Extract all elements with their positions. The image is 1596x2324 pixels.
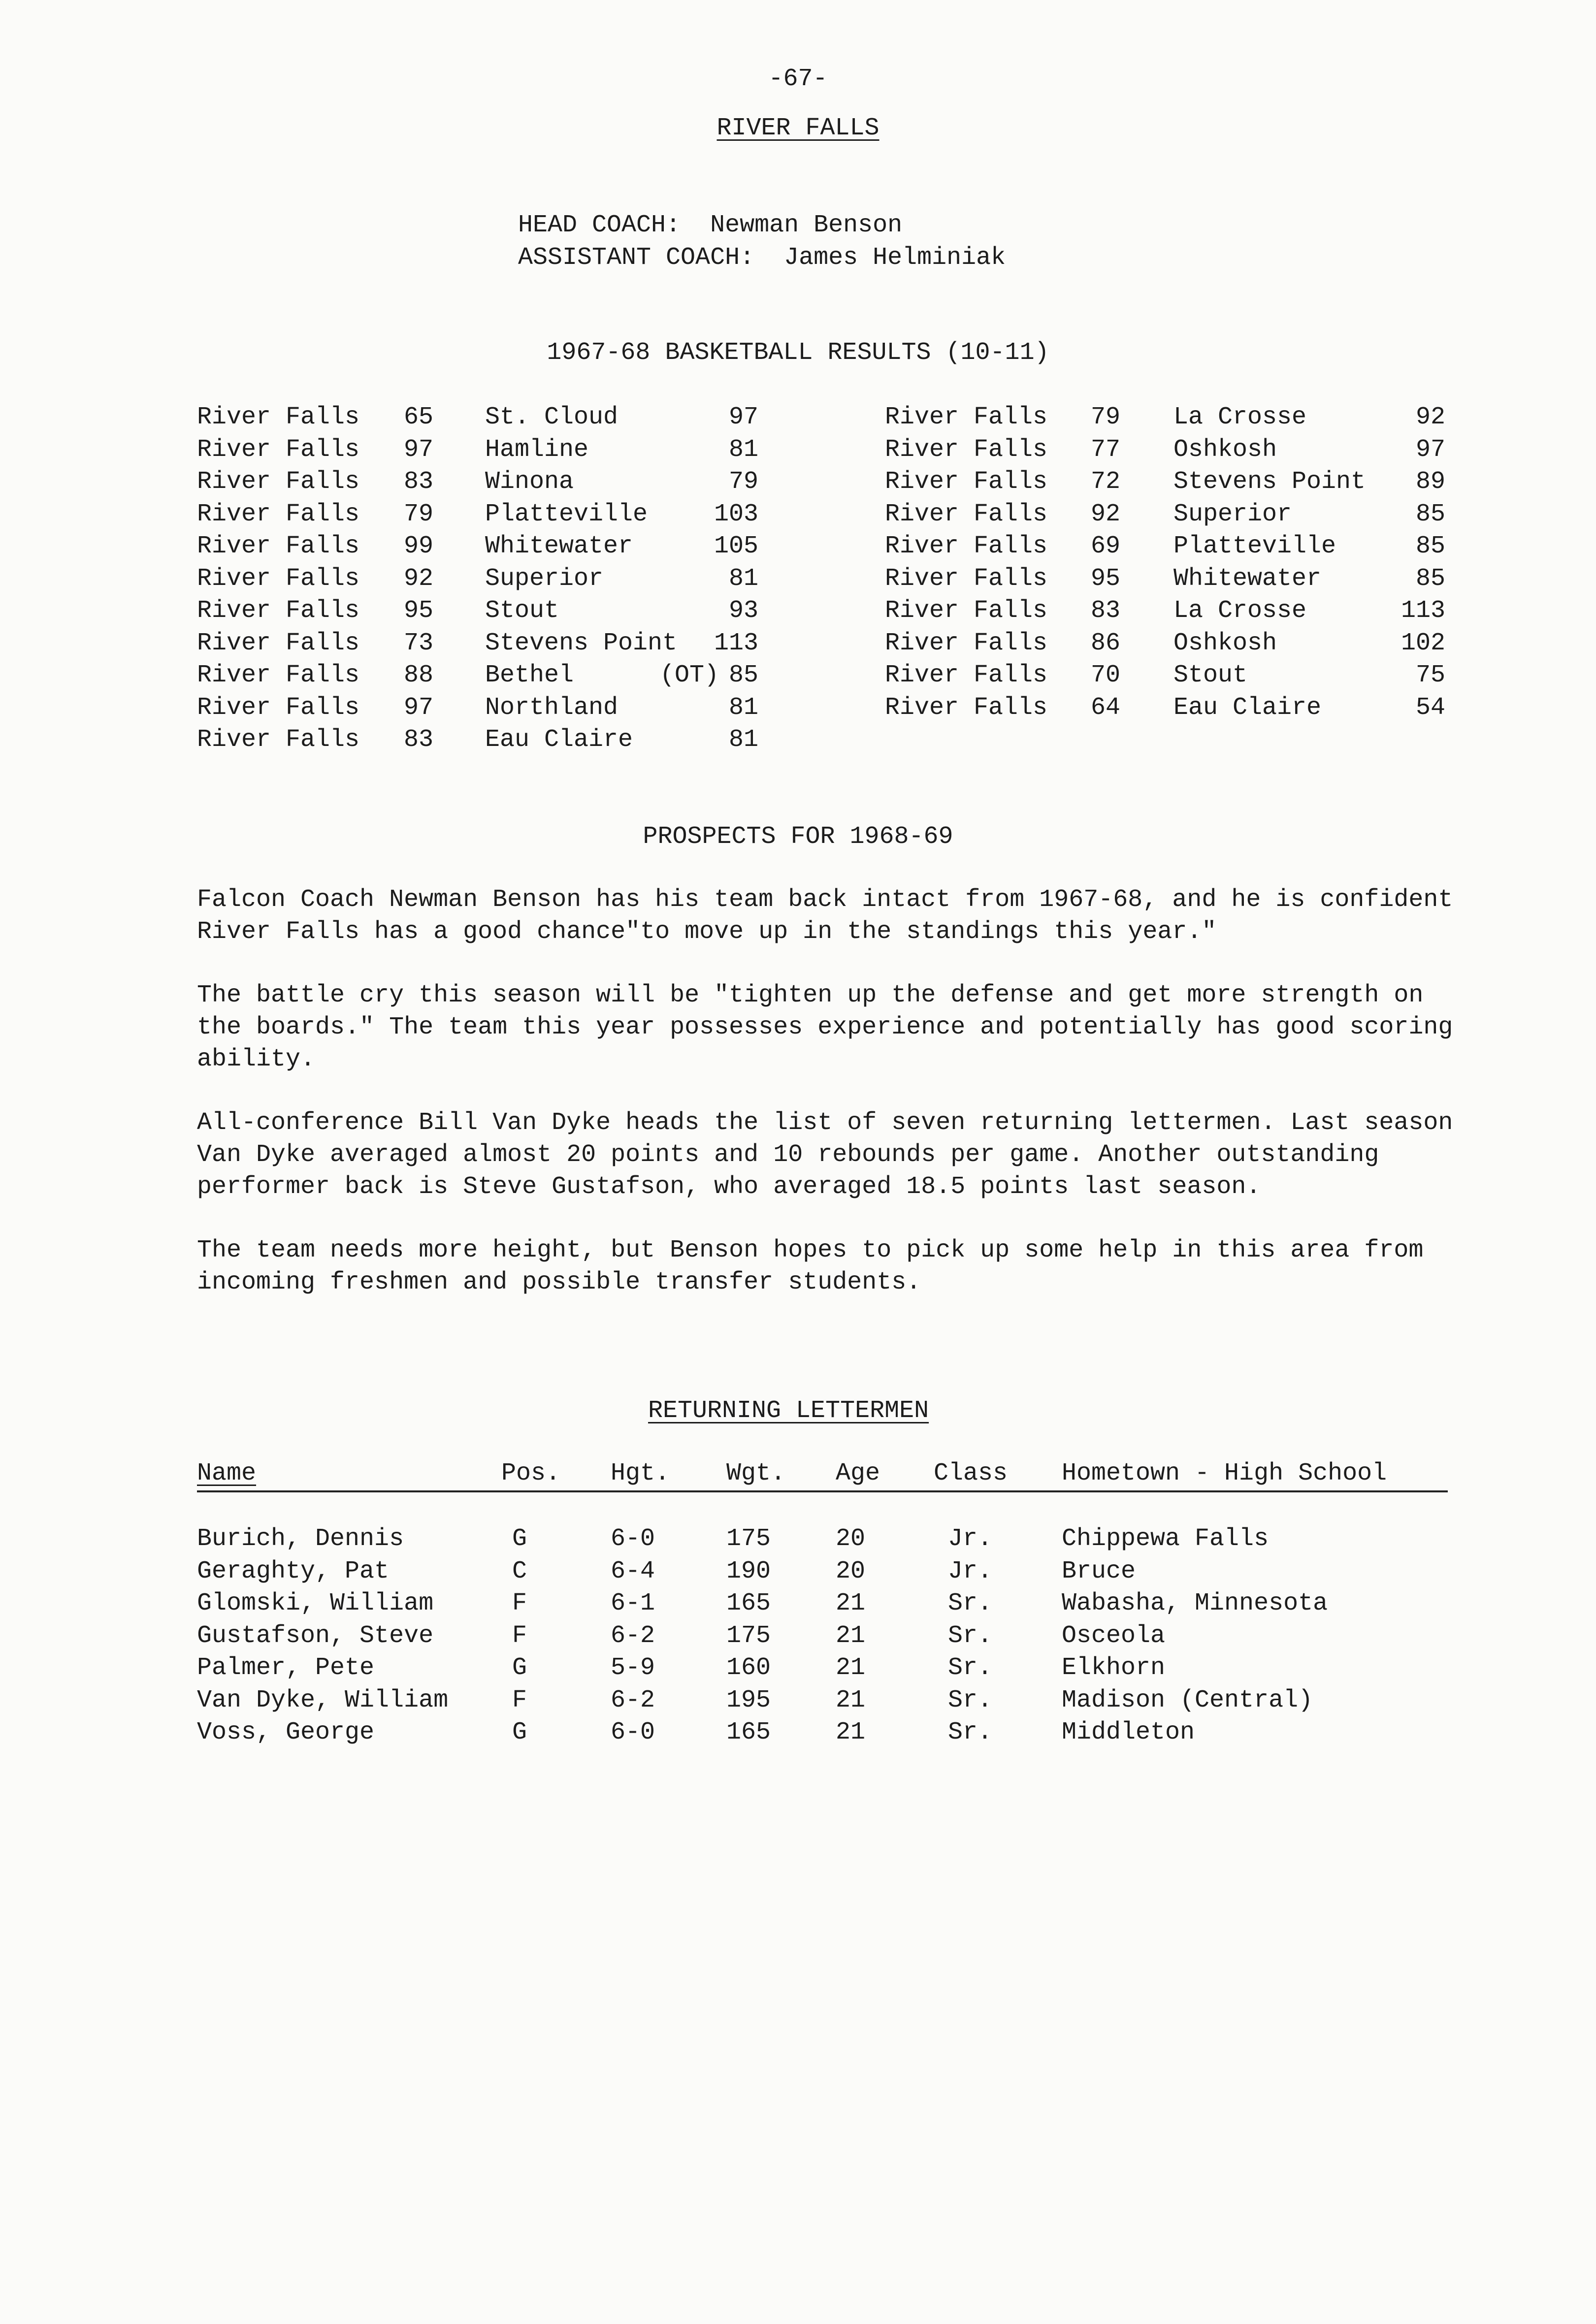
letterman-class: Sr. xyxy=(948,1654,993,1682)
letterman-age: 20 xyxy=(836,1557,866,1585)
result-opponent: Stevens Point xyxy=(1173,468,1366,496)
result-row xyxy=(0,627,1596,660)
result-score: 88 xyxy=(404,661,434,689)
letterman-name: Gustafson, Steve xyxy=(197,1621,434,1650)
result-opponent: Eau Claire xyxy=(485,726,633,754)
prospects-paragraph: Falcon Coach Newman Benson has his team back intact from 1967-68, and he is confident River Falls has a good chance"to move up in the standings this year." xyxy=(197,886,1453,946)
result-opponent: La Crosse xyxy=(1173,403,1307,431)
letterman-wgt: 190 xyxy=(726,1557,771,1585)
result-opponent: Oshkosh xyxy=(1173,435,1277,464)
result-score: 73 xyxy=(404,629,434,657)
letterman-hgt: 6-4 xyxy=(611,1557,655,1585)
col-header-name: Name xyxy=(197,1459,257,1487)
letterman-age: 21 xyxy=(836,1686,866,1714)
result-opponent: Stout xyxy=(1173,661,1248,689)
letterman-pos: G xyxy=(512,1718,527,1746)
letterman-hgt: 5-9 xyxy=(611,1654,655,1682)
letterman-pos: F xyxy=(512,1589,527,1617)
letterman-age: 21 xyxy=(836,1621,866,1650)
letterman-age: 20 xyxy=(836,1525,866,1553)
result-team: River Falls xyxy=(197,661,360,689)
result-opp-score: 103 xyxy=(714,500,758,528)
result-score: 69 xyxy=(1091,532,1121,560)
letterman-hometown: Middleton xyxy=(1062,1718,1195,1746)
letterman-hometown: Osceola xyxy=(1062,1621,1166,1650)
result-team: River Falls xyxy=(885,597,1048,625)
prospects-paragraph: The battle cry this season will be "tighten up the defense and get more strength on the boards." The team this year possesses experience and potentially has good scoring ability. xyxy=(197,981,1453,1073)
result-opponent: St. Cloud xyxy=(485,403,619,431)
lettermen-title: RETURNING LETTERMEN xyxy=(648,1397,929,1425)
result-team: River Falls xyxy=(197,597,360,625)
result-opp-score: 97 xyxy=(728,403,758,431)
letterman-name: Palmer, Pete xyxy=(197,1654,375,1682)
assistant-coach-line xyxy=(518,242,1006,274)
letterman-hometown: Madison (Central) xyxy=(1062,1686,1313,1714)
letterman-pos: G xyxy=(512,1654,527,1682)
result-opp-score: 85 xyxy=(1415,500,1445,528)
letterman-hgt: 6-2 xyxy=(611,1621,655,1650)
result-score: 92 xyxy=(1091,500,1121,528)
letterman-wgt: 165 xyxy=(726,1589,771,1617)
letterman-class: Sr. xyxy=(948,1589,993,1617)
letterman-wgt: 160 xyxy=(726,1654,771,1682)
letterman-hgt: 6-2 xyxy=(611,1686,655,1714)
result-note: (OT) xyxy=(660,661,719,689)
result-opp-score: 85 xyxy=(1415,532,1445,560)
result-opponent: Platteville xyxy=(485,500,648,528)
page-number: -67- xyxy=(768,65,828,93)
result-opp-score: 113 xyxy=(714,629,758,657)
result-team: River Falls xyxy=(885,693,1048,722)
col-header-class: Class xyxy=(934,1459,1008,1487)
result-score: 99 xyxy=(404,532,434,560)
letterman-hometown: Chippewa Falls xyxy=(1062,1525,1269,1553)
head-coach-line xyxy=(518,209,902,242)
result-opponent: Northland xyxy=(485,693,619,722)
col-header-wgt: Wgt. xyxy=(726,1459,786,1487)
letterman-class: Sr. xyxy=(948,1686,993,1714)
head-coach-name: Newman Benson xyxy=(710,211,903,239)
prospects-body xyxy=(197,884,1458,1330)
table-row xyxy=(0,1684,1596,1717)
result-opponent: La Crosse xyxy=(1173,597,1307,625)
result-score: 83 xyxy=(1091,597,1121,625)
result-opp-score: 79 xyxy=(728,468,758,496)
result-opp-score: 85 xyxy=(1415,564,1445,593)
result-opp-score: 89 xyxy=(1415,468,1445,496)
result-row xyxy=(0,692,1596,724)
letterman-name: Burich, Dennis xyxy=(197,1525,404,1553)
result-score: 95 xyxy=(1091,564,1121,593)
assistant-coach-label: ASSISTANT COACH: xyxy=(518,244,755,272)
result-team: River Falls xyxy=(197,532,360,560)
letterman-age: 21 xyxy=(836,1718,866,1746)
letterman-name: Voss, George xyxy=(197,1718,375,1746)
result-score: 97 xyxy=(404,693,434,722)
col-header-hgt: Hgt. xyxy=(611,1459,670,1487)
letterman-hgt: 6-0 xyxy=(611,1525,655,1553)
result-team: River Falls xyxy=(885,532,1048,560)
result-score: 77 xyxy=(1091,435,1121,464)
letterman-name: Geraghty, Pat xyxy=(197,1557,390,1585)
letterman-hometown: Bruce xyxy=(1062,1557,1136,1585)
result-row xyxy=(0,530,1596,563)
col-header-hometown: Hometown - High School xyxy=(1062,1459,1387,1487)
page-title: RIVER FALLS xyxy=(717,114,879,142)
letterman-class: Sr. xyxy=(948,1621,993,1650)
result-score: 95 xyxy=(404,597,434,625)
letterman-pos: F xyxy=(512,1686,527,1714)
result-opponent: Platteville xyxy=(1173,532,1336,560)
result-row xyxy=(0,466,1596,498)
result-team: River Falls xyxy=(197,403,360,431)
result-opp-score: 93 xyxy=(728,597,758,625)
letterman-wgt: 165 xyxy=(726,1718,771,1746)
result-score: 97 xyxy=(404,435,434,464)
result-team: River Falls xyxy=(197,726,360,754)
result-score: 86 xyxy=(1091,629,1121,657)
letterman-wgt: 195 xyxy=(726,1686,771,1714)
result-row xyxy=(0,401,1596,434)
result-team: River Falls xyxy=(885,403,1048,431)
result-opp-score: 81 xyxy=(728,435,758,464)
result-opp-score: 81 xyxy=(728,564,758,593)
letterman-name: Glomski, William xyxy=(197,1589,434,1617)
letterman-age: 21 xyxy=(836,1654,866,1682)
table-row xyxy=(0,1523,1596,1555)
result-opponent: Bethel xyxy=(485,661,574,689)
result-score: 83 xyxy=(404,468,434,496)
result-team: River Falls xyxy=(885,435,1048,464)
letterman-class: Sr. xyxy=(948,1718,993,1746)
result-opp-score: 81 xyxy=(728,693,758,722)
result-opp-score: 113 xyxy=(1401,597,1445,625)
result-opp-score: 81 xyxy=(728,726,758,754)
letterman-hgt: 6-0 xyxy=(611,1718,655,1746)
result-opponent: Hamline xyxy=(485,435,589,464)
result-team: River Falls xyxy=(885,661,1048,689)
result-score: 65 xyxy=(404,403,434,431)
result-team: River Falls xyxy=(885,468,1048,496)
result-team: River Falls xyxy=(197,564,360,593)
result-team: River Falls xyxy=(197,435,360,464)
prospects-paragraph: All-conference Bill Van Dyke heads the list of seven returning lettermen. Last season Van Dyke averaged almost 20 points and 10 rebounds per game. Another outstanding performer back is Steve Gustafson, who averaged 18.5 points last season. xyxy=(197,1109,1453,1201)
result-score: 79 xyxy=(1091,403,1121,431)
table-row xyxy=(0,1716,1596,1749)
results-title: 1967-68 BASKETBALL RESULTS (10-11) xyxy=(547,339,1049,367)
result-opponent: Eau Claire xyxy=(1173,693,1322,722)
prospects-title: PROSPECTS FOR 1968-69 xyxy=(643,823,953,851)
assistant-coach-name: James Helminiak xyxy=(784,244,1006,272)
result-team: River Falls xyxy=(885,564,1048,593)
result-team: River Falls xyxy=(885,500,1048,528)
result-row xyxy=(0,659,1596,692)
result-opponent: Superior xyxy=(485,564,604,593)
result-opponent: Stevens Point xyxy=(485,629,678,657)
result-opp-score: 102 xyxy=(1401,629,1445,657)
result-opponent: Whitewater xyxy=(1173,564,1322,593)
result-team: River Falls xyxy=(197,693,360,722)
result-opponent: Stout xyxy=(485,597,559,625)
result-team: River Falls xyxy=(197,468,360,496)
letterman-wgt: 175 xyxy=(726,1621,771,1650)
result-score: 92 xyxy=(404,564,434,593)
letterman-wgt: 175 xyxy=(726,1525,771,1553)
lettermen-header-row xyxy=(0,1457,1596,1490)
result-score: 72 xyxy=(1091,468,1121,496)
result-opp-score: 92 xyxy=(1415,403,1445,431)
letterman-pos: C xyxy=(512,1557,527,1585)
table-row xyxy=(0,1652,1596,1684)
letterman-name: Van Dyke, William xyxy=(197,1686,449,1714)
letterman-age: 21 xyxy=(836,1589,866,1617)
result-opp-score: 85 xyxy=(728,661,758,689)
table-row xyxy=(0,1587,1596,1620)
result-score: 64 xyxy=(1091,693,1121,722)
col-header-age: Age xyxy=(836,1459,880,1487)
result-score: 83 xyxy=(404,726,434,754)
result-opp-score: 105 xyxy=(714,532,758,560)
result-row xyxy=(0,434,1596,466)
letterman-pos: G xyxy=(512,1525,527,1553)
result-opponent: Oshkosh xyxy=(1173,629,1277,657)
table-row xyxy=(0,1555,1596,1588)
head-coach-label: HEAD COACH: xyxy=(518,211,681,239)
result-opp-score: 97 xyxy=(1415,435,1445,464)
result-opponent: Winona xyxy=(485,468,574,496)
result-score: 79 xyxy=(404,500,434,528)
result-score: 70 xyxy=(1091,661,1121,689)
result-row xyxy=(0,563,1596,595)
result-team: River Falls xyxy=(197,500,360,528)
letterman-hometown: Elkhorn xyxy=(1062,1654,1166,1682)
prospects-paragraph: The team needs more height, but Benson hopes to pick up some help in this area from incoming freshmen and possible transfer students. xyxy=(197,1236,1424,1296)
result-team: River Falls xyxy=(197,629,360,657)
result-row xyxy=(0,595,1596,627)
letterman-hgt: 6-1 xyxy=(611,1589,655,1617)
header-rule xyxy=(197,1490,1448,1492)
table-row xyxy=(0,1620,1596,1652)
result-row xyxy=(0,498,1596,531)
result-opp-score: 54 xyxy=(1415,693,1445,722)
result-opp-score: 75 xyxy=(1415,661,1445,689)
letterman-class: Jr. xyxy=(948,1557,993,1585)
result-row xyxy=(0,724,1596,756)
result-opponent: Whitewater xyxy=(485,532,633,560)
result-team: River Falls xyxy=(885,629,1048,657)
letterman-hometown: Wabasha, Minnesota xyxy=(1062,1589,1328,1617)
result-opponent: Superior xyxy=(1173,500,1292,528)
letterman-class: Jr. xyxy=(948,1525,993,1553)
col-header-pos: Pos. xyxy=(501,1459,561,1487)
letterman-pos: F xyxy=(512,1621,527,1650)
